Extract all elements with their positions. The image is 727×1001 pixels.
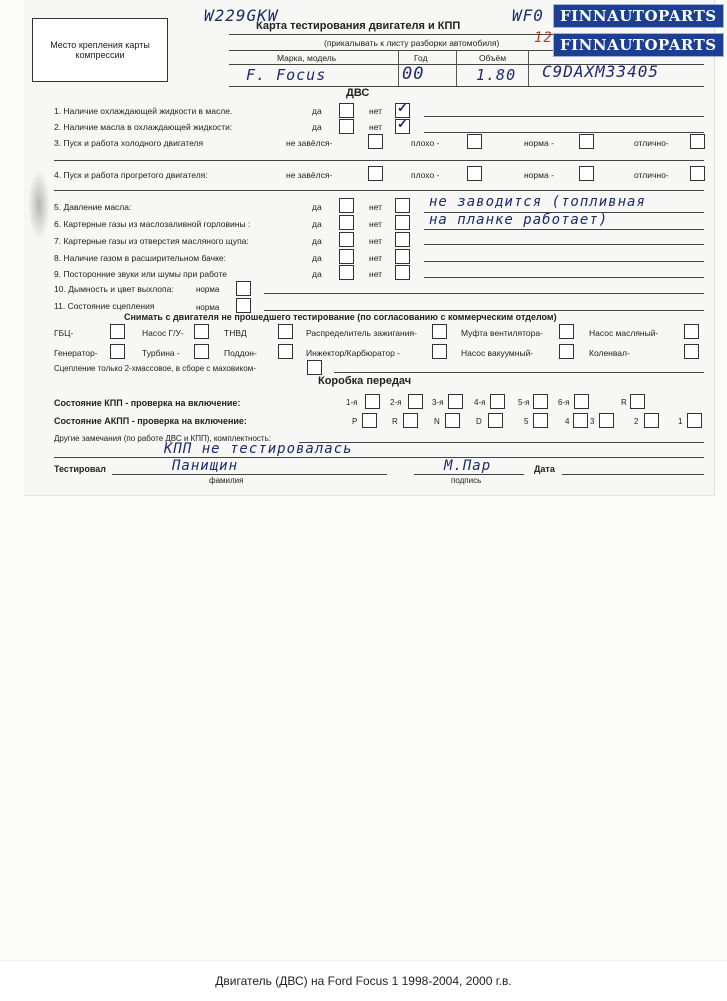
make-model-value: F. Focus: [246, 66, 327, 84]
kpp-gear-1: 1-я: [346, 398, 358, 407]
akpp-gear-1-checkbox[interactable]: [687, 413, 702, 428]
akpp-gear-2-checkbox[interactable]: [644, 413, 659, 428]
row-11-norm-checkbox[interactable]: [236, 298, 251, 313]
date-label: Дата: [534, 464, 555, 474]
notes-line: [424, 244, 704, 245]
kpp-gear-3: 3-я: [432, 398, 444, 407]
removal-item-gbc: ГБЦ-: [54, 328, 74, 338]
removal-item-vacuum-pump-checkbox[interactable]: [559, 344, 574, 359]
surname-caption: фамилия: [209, 476, 244, 485]
col-year-label: Год: [414, 53, 428, 63]
card-subtitle: (прикалывать к листу разборки автомобиля): [324, 38, 500, 48]
removal-item-pump-gu: Насос Г/У-: [142, 328, 184, 338]
row-8-yes: да: [312, 253, 322, 263]
removal-item-gbc-checkbox[interactable]: [110, 324, 125, 339]
check-mark-icon: ✓: [397, 100, 408, 115]
removal-item-oil-pan: Поддон-: [224, 348, 257, 358]
row-4-opt-a: не завёлся-: [286, 170, 333, 180]
row-8-no: нет: [369, 253, 383, 263]
mount-box-label: Место крепления карты компрессии: [50, 40, 150, 60]
row-1-label: 1. Наличие охлаждающей жидкости в масле.: [54, 106, 233, 116]
tested-by-label: Тестировал: [54, 464, 107, 474]
kpp-gear-1-checkbox[interactable]: [365, 394, 380, 409]
notes-line: [334, 372, 704, 373]
other-remarks-value: КПП не тестировалась: [164, 441, 353, 457]
removal-item-turbine-checkbox[interactable]: [194, 344, 209, 359]
handwritten-code-right: WF0: [512, 6, 544, 25]
row-4-opt-d-checkbox[interactable]: [690, 166, 705, 181]
removal-item-turbine: Турбина -: [142, 348, 180, 358]
kpp-gear-2-checkbox[interactable]: [408, 394, 423, 409]
removal-item-distributor: Распределитель зажигания-: [306, 328, 417, 338]
akpp-gear-4: 4: [565, 417, 570, 426]
handwritten-note-line-1: не заводится (топливная: [429, 194, 646, 210]
row-9-yes: да: [312, 269, 322, 279]
kpp-gear-r-checkbox[interactable]: [630, 394, 645, 409]
kpp-gear-6-checkbox[interactable]: [574, 394, 589, 409]
row-10-norm-checkbox[interactable]: [236, 281, 251, 296]
removal-item-generator-checkbox[interactable]: [110, 344, 125, 359]
notes-line: [54, 160, 704, 161]
akpp-gear-3-checkbox[interactable]: [599, 413, 614, 428]
row-1-yes: да: [312, 106, 322, 116]
test-card: [24, 0, 715, 496]
kpp-gear-r: R: [621, 398, 627, 407]
removal-item-crankshaft: Коленвал-: [589, 348, 630, 358]
smudge-mark: [28, 170, 50, 240]
row-2-no: нет: [369, 122, 383, 132]
row-1-yes-checkbox[interactable]: [339, 103, 354, 118]
kpp-gear-4: 4-я: [474, 398, 486, 407]
watermark-logo-top: FINNAUTOPARTS: [553, 4, 724, 28]
akpp-gear-d: D: [476, 417, 482, 426]
year-value: 00: [402, 64, 425, 84]
row-2-yes-checkbox[interactable]: [339, 119, 354, 134]
akpp-gear-4-checkbox[interactable]: [573, 413, 588, 428]
row-5-no: нет: [369, 202, 383, 212]
notes-line: [424, 229, 704, 230]
akpp-gear-r-checkbox[interactable]: [403, 413, 418, 428]
row-7-yes: да: [312, 236, 322, 246]
row-3-opt-a: не завёлся-: [286, 138, 333, 148]
col-volume-label: Объём: [479, 53, 507, 63]
row-11-label: 11. Состояние сцепления: [54, 301, 155, 311]
row-3-opt-a-checkbox[interactable]: [368, 134, 383, 149]
signature-caption: подпись: [451, 476, 482, 485]
row-9-no: нет: [369, 269, 383, 279]
akpp-gear-n: N: [434, 417, 440, 426]
row-2-yes: да: [312, 122, 322, 132]
handwritten-code-left: W229GKW: [204, 6, 279, 25]
akpp-gear-r: R: [392, 417, 398, 426]
akpp-gear-3: 3: [590, 417, 595, 426]
row-3-opt-d-checkbox[interactable]: [690, 134, 705, 149]
akpp-gear-p: P: [352, 417, 358, 426]
col-separator: [528, 50, 529, 86]
removal-item-oil-pump: Насос масляный-: [589, 328, 659, 338]
tester-signature-value: М.Пар: [444, 458, 492, 474]
removal-item-fan-clutch-checkbox[interactable]: [559, 324, 574, 339]
notes-line: [264, 310, 704, 311]
row-7-no-checkbox[interactable]: [395, 232, 410, 247]
card-title: Карта тестирования двигателя и КПП: [256, 20, 461, 32]
engine-section-title: ДВС: [346, 87, 370, 99]
volume-value: 1.80: [476, 66, 517, 84]
akpp-gear-n-checkbox[interactable]: [445, 413, 460, 428]
gearbox-section-title: Коробка передач: [318, 375, 412, 387]
kpp-gear-3-checkbox[interactable]: [448, 394, 463, 409]
kpp-gear-5: 5-я: [518, 398, 530, 407]
akpp-gear-p-checkbox[interactable]: [362, 413, 377, 428]
watermark-logo-bottom: FINNAUTOPARTS: [553, 33, 724, 57]
kpp-gear-4-checkbox[interactable]: [490, 394, 505, 409]
removal-item-tnvd: ТНВД: [224, 328, 247, 338]
row-4-opt-c-checkbox[interactable]: [579, 166, 594, 181]
removal-item-fan-clutch: Муфта вентилятора-: [461, 328, 543, 338]
row-3-opt-b: плохо -: [411, 138, 440, 148]
row-10-label: 10. Дымность и цвет выхлопа:: [54, 284, 174, 294]
row-3-opt-d: отлично-: [634, 138, 669, 148]
image-caption: Двигатель (ДВС) на Ford Focus 1 1998-2004, 2000 г.в.: [0, 960, 727, 1001]
row-4-opt-b: плохо -: [411, 170, 440, 180]
engine-code-value: C9DAXM33405: [542, 62, 659, 81]
row-6-no-checkbox[interactable]: [395, 215, 410, 230]
col-separator: [398, 50, 399, 86]
akpp-gear-1: 1: [678, 417, 683, 426]
divider: [229, 86, 704, 87]
row-5-label: 5. Давление масла:: [54, 202, 132, 212]
row-3-opt-c: норма -: [524, 138, 554, 148]
removal-item-injector-checkbox[interactable]: [432, 344, 447, 359]
other-remarks-label: Другие замечания (по работе ДВС и КПП), комплектность:: [54, 434, 271, 443]
signature-line: [414, 474, 524, 475]
row-1-no: нет: [369, 106, 383, 116]
row-9-no-checkbox[interactable]: [395, 265, 410, 280]
row-2-no-checkbox[interactable]: [395, 116, 410, 134]
row-4-opt-a-checkbox[interactable]: [368, 166, 383, 181]
removal-item-pump-gu-checkbox[interactable]: [194, 324, 209, 339]
col-make-label: Марка, модель: [277, 53, 337, 63]
removal-item-tnvd-checkbox[interactable]: [278, 324, 293, 339]
removal-item-crankshaft-checkbox[interactable]: [684, 344, 699, 359]
row-6-no: нет: [369, 219, 383, 229]
handwritten-note-line-2: на планке работает): [429, 212, 609, 228]
row-4-opt-b-checkbox[interactable]: [467, 166, 482, 181]
row-6-yes-checkbox[interactable]: [339, 215, 354, 230]
row-5-yes: да: [312, 202, 322, 212]
notes-line: [299, 442, 704, 443]
row-8-no-checkbox[interactable]: [395, 249, 410, 264]
row-5-yes-checkbox[interactable]: [339, 198, 354, 213]
removal-section-title: Снимать с двигателя не прошедшего тестирование (по согласованию с коммерческим отделом): [124, 312, 557, 322]
kpp-gear-5-checkbox[interactable]: [533, 394, 548, 409]
row-10-norm: норма: [196, 285, 220, 294]
surname-line: [112, 474, 387, 475]
row-7-label: 7. Картерные газы из отверстия масляного щупа:: [54, 236, 249, 246]
notes-line: [264, 293, 704, 294]
date-line: [562, 474, 704, 475]
row-7-yes-checkbox[interactable]: [339, 232, 354, 247]
row-6-yes: да: [312, 219, 322, 229]
row-3-opt-b-checkbox[interactable]: [467, 134, 482, 149]
row-6-label: 6. Картерные газы из маслозаливной горловины :: [54, 219, 251, 229]
handwritten-red-number: 12: [534, 30, 553, 46]
akpp-gear-d-checkbox[interactable]: [488, 413, 503, 428]
row-3-label: 3. Пуск и работа холодного двигателя: [54, 138, 204, 148]
row-4-opt-d: отлично-: [634, 170, 669, 180]
notes-line: [424, 116, 704, 117]
clutch-note-checkbox[interactable]: [307, 360, 322, 375]
clutch-note: Сцепление только 2-хмассовое, в сборе с маховиком-: [54, 364, 256, 373]
row-2-label: 2. Наличие масла в охлаждающей жидкости:: [54, 122, 233, 132]
row-9-yes-checkbox[interactable]: [339, 265, 354, 280]
row-8-yes-checkbox[interactable]: [339, 249, 354, 264]
akpp-gear-5-checkbox[interactable]: [533, 413, 548, 428]
row-4-label: 4. Пуск и работа прогретого двигателя:: [54, 170, 208, 180]
kpp-gear-6: 6-я: [558, 398, 570, 407]
notes-line: [424, 261, 704, 262]
tester-surname-value: Панищин: [172, 458, 239, 474]
akpp-gear-2: 2: [634, 417, 639, 426]
notes-line: [424, 277, 704, 278]
akpp-gear-5: 5: [524, 417, 529, 426]
col-separator: [456, 50, 457, 86]
compression-card-mount-box: [32, 18, 168, 82]
notes-line: [424, 132, 704, 133]
row-5-no-checkbox[interactable]: [395, 198, 410, 213]
removal-item-oil-pan-checkbox[interactable]: [278, 344, 293, 359]
row-8-label: 8. Наличие газом в расширительном бачке:: [54, 253, 227, 263]
row-3-opt-c-checkbox[interactable]: [579, 134, 594, 149]
removal-item-generator: Генератор-: [54, 348, 98, 358]
removal-item-vacuum-pump: Насос вакуумный-: [461, 348, 534, 358]
notes-line: [54, 190, 704, 191]
removal-item-injector: Инжектор/Карбюратор -: [306, 348, 401, 358]
kpp-label: Состояние КПП - проверка на включение:: [54, 398, 241, 408]
check-mark-icon: ✓: [397, 116, 408, 131]
kpp-gear-2: 2-я: [390, 398, 402, 407]
row-11-norm: норма: [196, 303, 220, 312]
row-4-opt-c: норма -: [524, 170, 554, 180]
removal-item-distributor-checkbox[interactable]: [432, 324, 447, 339]
row-7-no: нет: [369, 236, 383, 246]
akpp-label: Состояние АКПП - проверка на включение:: [54, 416, 247, 426]
row-9-label: 9. Посторонние звуки или шумы при работе: [54, 269, 227, 279]
notes-line: [54, 457, 704, 458]
removal-item-oil-pump-checkbox[interactable]: [684, 324, 699, 339]
